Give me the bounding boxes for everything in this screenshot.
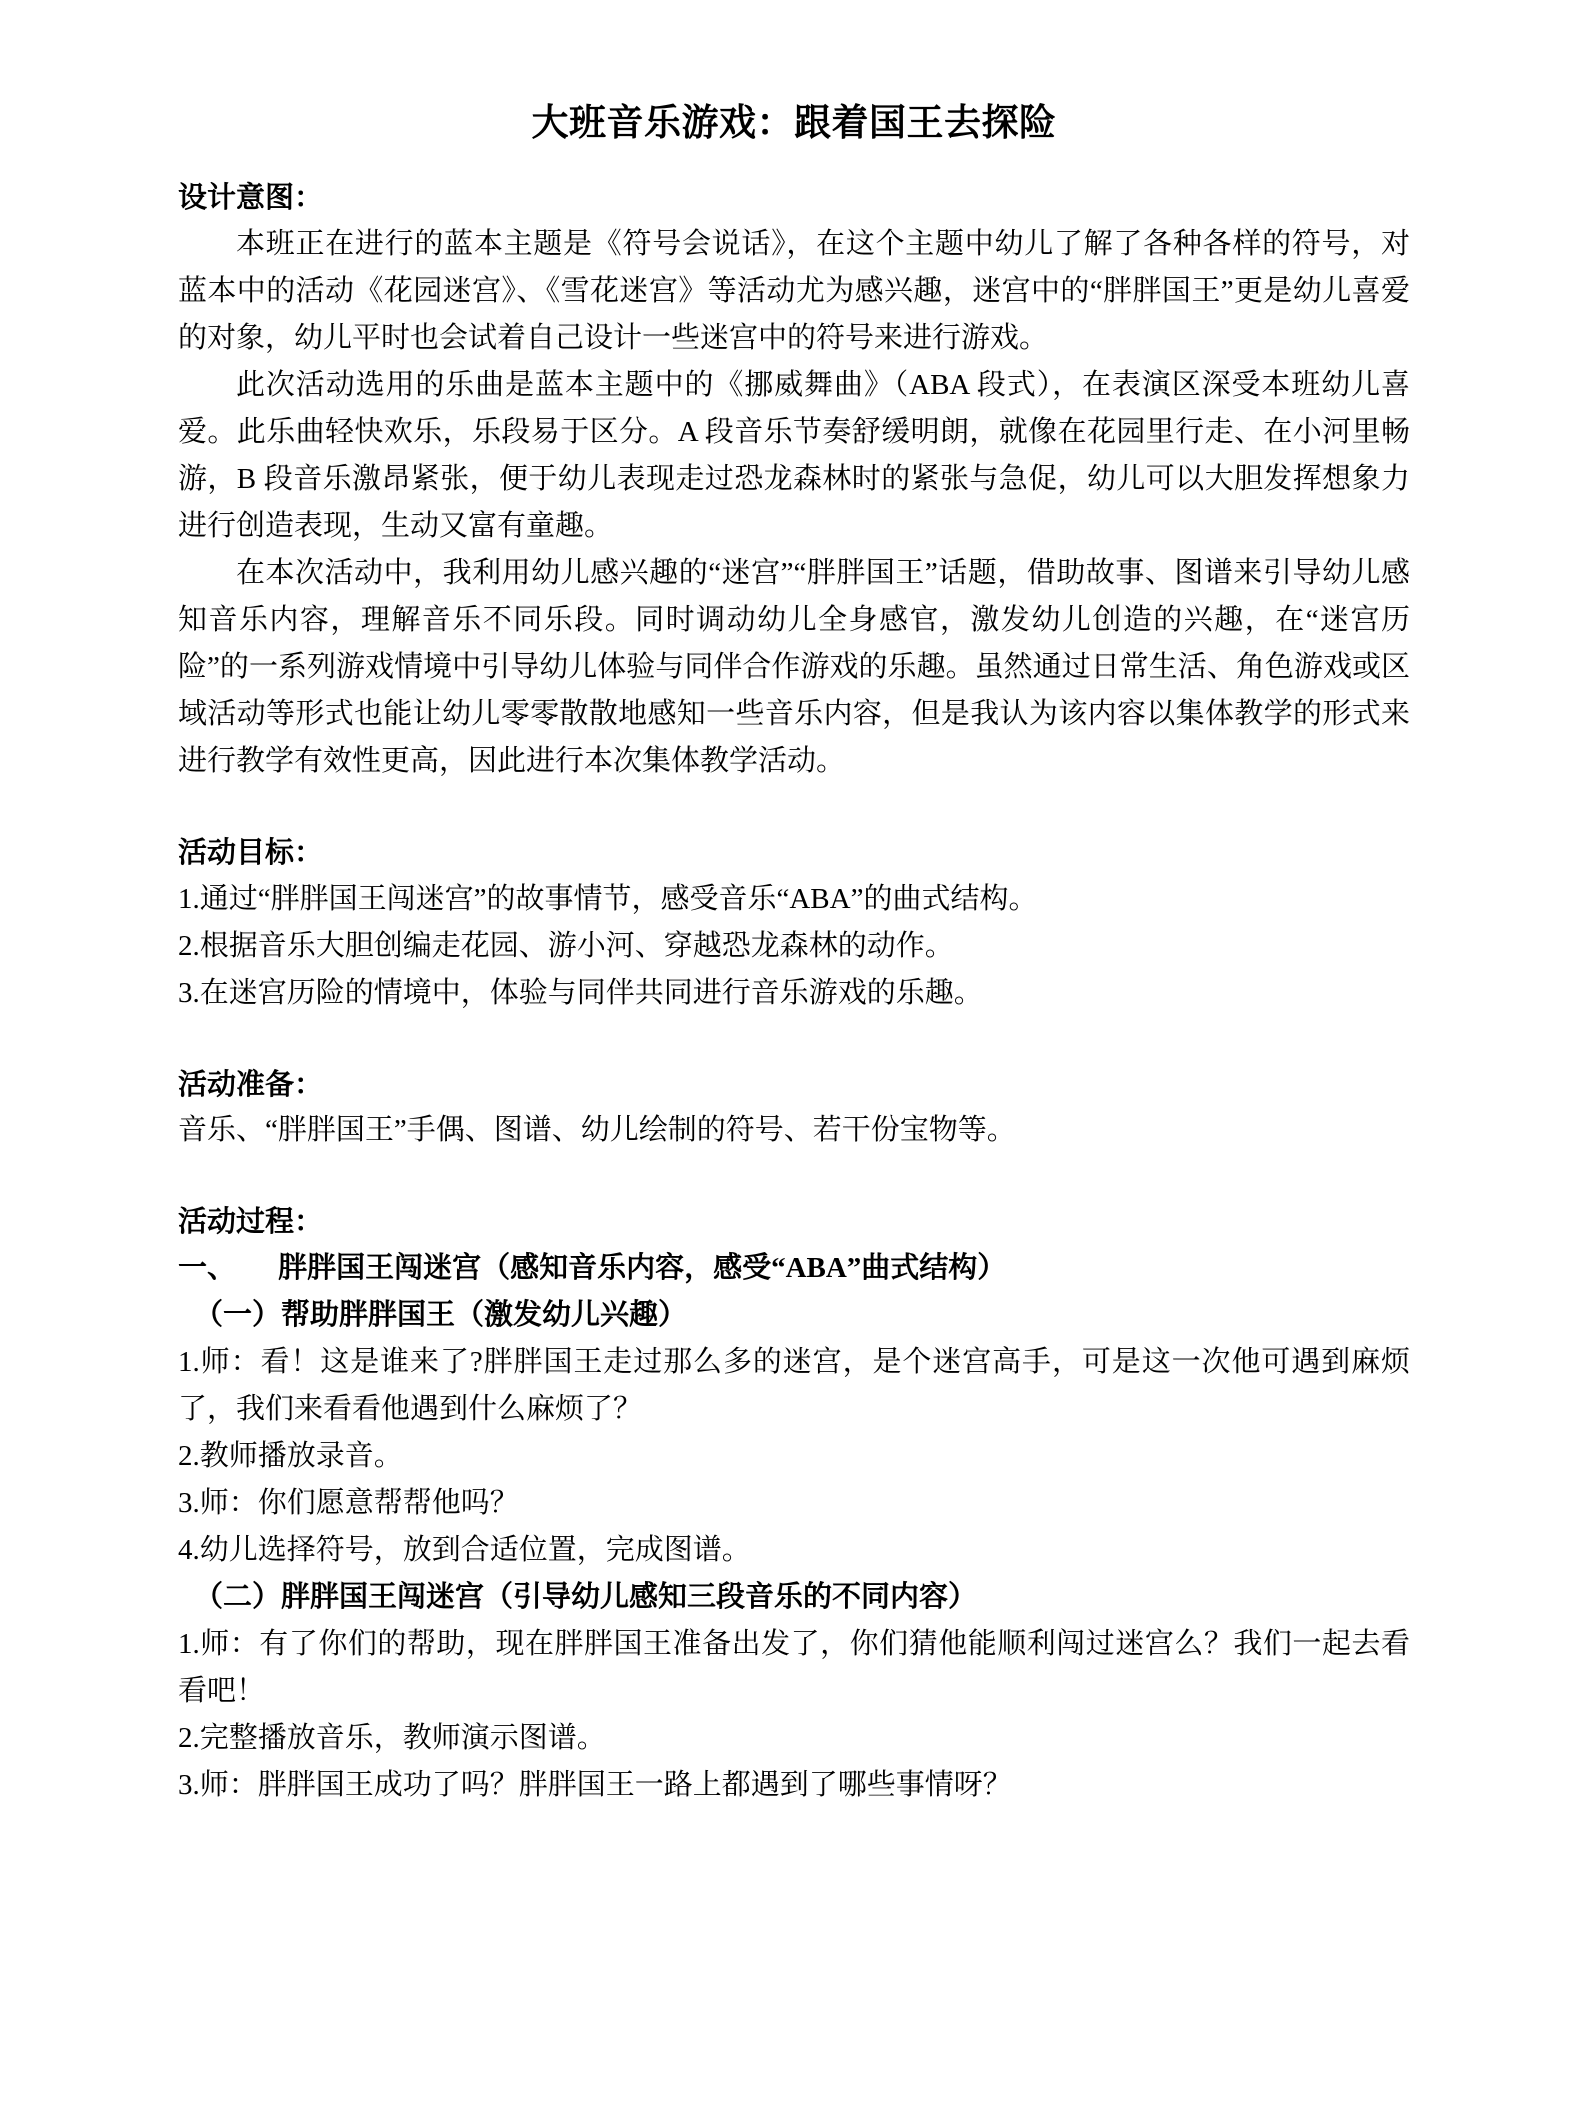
subsection-two-item-3: 3.师：胖胖国王成功了吗？胖胖国王一路上都遇到了哪些事情呀？	[178, 1769, 1012, 1801]
section-heading-activity-goals: 活动目标：	[178, 836, 324, 869]
design-intent-paragraph-3: 在本次活动中，我利用幼儿感兴趣的“迷宫”“胖胖国王”话题，借助故事、图谱来引导幼儿感知音乐内容，理解音乐不同乐段。同时调动幼儿全身感官，激发幼儿创造的兴趣，在“迷宫历险”的一系列游戏情境中引导幼儿体验与同伴合作游戏的乐趣。虽然通过日常生活、角色游戏或区域活动等形式也能让幼儿零零散散地感知一些音乐内容，但是我认为该内容以集体教学的形式来进行教学有效性更高，因此进行本次集体教学活动。	[178, 556, 1410, 777]
design-intent-paragraph-1: 本班正在进行的蓝本主题是《符号会说话》，在这个主题中幼儿了解了各种各样的符号，对蓝本中的活动《花园迷宫》、《雪花迷宫》等活动尤为感兴趣，迷宫中的“胖胖国王”更是幼儿喜爱的对象，幼儿平时也会试着自己设计一些迷宫中的符号来进行游戏。	[178, 228, 1410, 354]
section-heading-activity-process: 活动过程：	[178, 1206, 324, 1239]
design-intent-paragraph-2: 此次活动选用的乐曲是蓝本主题中的《挪威舞曲》（ABA 段式），在表演区深受本班幼儿喜爱。此乐曲轻快欢乐，乐段易于区分。A 段音乐节奏舒缓明朗，就像在花园里行走、在小河里畅游，B 段音乐激昂紧张，便于幼儿表现走过恐龙森林时的紧张与急促，幼儿可以大胆发挥想象力进行创造表现，生动又富有童趣。	[178, 368, 1410, 542]
activity-goal-item-2: 2.根据音乐大胆创编走花园、游小河、穿越恐龙森林的动作。	[178, 929, 954, 962]
activity-preparation-item-1: 音乐、“胖胖国王”手偶、图谱、幼儿绘制的符号、若干份宝物等。	[178, 1114, 1016, 1147]
subsection-one-item-4: 4.幼儿选择符号，放到合适位置，完成图谱。	[178, 1534, 751, 1567]
spacer-after-design-intent	[178, 785, 1410, 831]
subsection-two-item-2: 2.完整播放音乐，教师演示图谱。	[178, 1722, 606, 1755]
section-heading-design-intent: 设计意图：	[178, 182, 324, 215]
part-one-title: 胖胖国王闯迷宫（感知音乐内容，感受“ABA”曲式结构）	[278, 1252, 1007, 1285]
spacer-after-activity-preparation	[178, 1154, 1410, 1200]
subsection-one-title: （一）帮助胖胖国王（激发幼儿兴趣）	[193, 1299, 687, 1332]
subsection-one-item-3: 3.师：你们愿意帮帮他吗？	[178, 1487, 519, 1520]
subsection-one-item-2: 2.教师播放录音。	[178, 1440, 403, 1473]
activity-process-part-one	[178, 1245, 1410, 1292]
subsection-two-title: （二）胖胖国王闯迷宫（引导幼儿感知三段音乐的不同内容）	[193, 1581, 977, 1614]
activity-goal-item-3: 3.在迷宫历险的情境中，体验与同伴共同进行音乐游戏的乐趣。	[178, 976, 983, 1009]
section-heading-activity-preparation: 活动准备：	[178, 1068, 324, 1101]
activity-goal-item-1: 1.通过“胖胖国王闯迷宫”的故事情节，感受音乐“ABA”的曲式结构。	[178, 882, 1038, 915]
subsection-one-item-1: 1.师：看！这是谁来了?胖胖国王走过那么多的迷宫，是个迷宫高手，可是这一次他可遇到麻烦了，我们来看看他遇到什么麻烦了？	[178, 1346, 1410, 1426]
document-title: 大班音乐游戏：跟着国王去探险	[531, 103, 1057, 144]
subsection-two-item-1: 1.师：有了你们的帮助，现在胖胖国王准备出发了，你们猜他能顺利闯过迷宫么？我们一起去看看吧！	[178, 1628, 1410, 1708]
part-one-number: 一、	[178, 1252, 237, 1285]
spacer-after-activity-goals	[178, 1017, 1410, 1063]
document-content	[178, 0, 1410, 1809]
